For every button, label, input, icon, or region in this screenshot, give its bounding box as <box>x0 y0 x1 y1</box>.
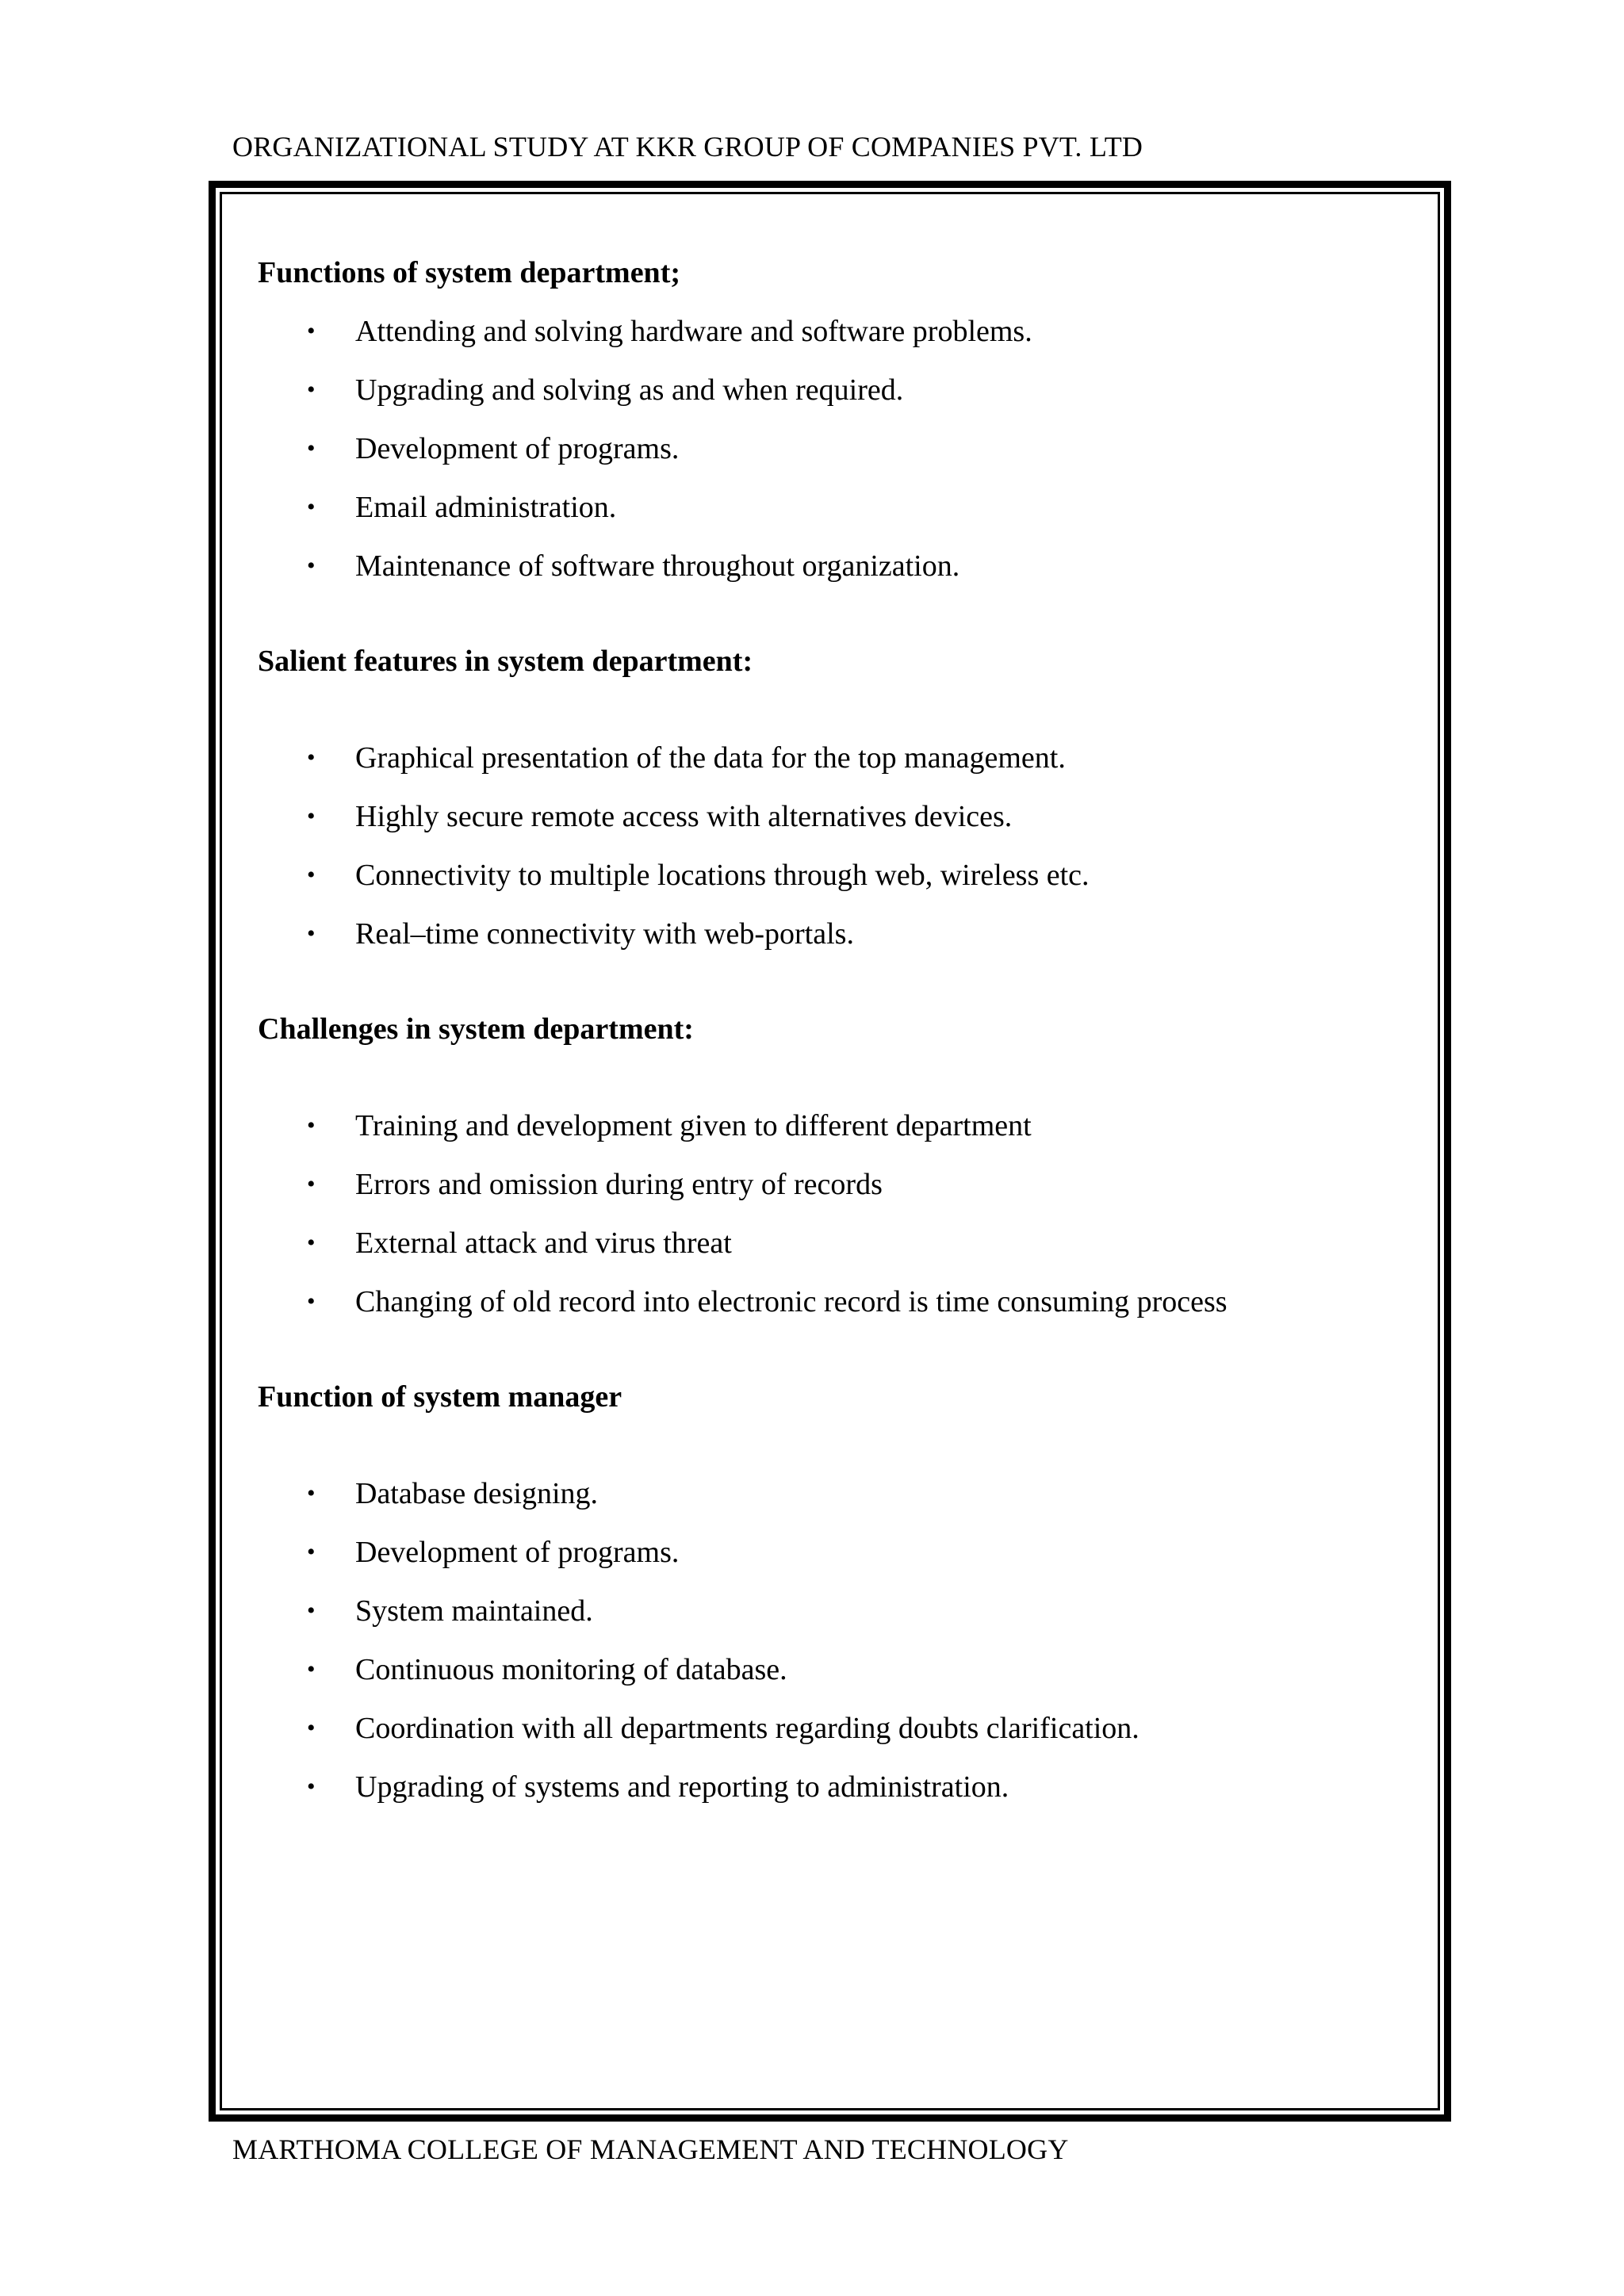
list-item <box>258 1283 1408 1341</box>
bullet-icon: • <box>307 862 316 888</box>
list-item-text: Coordination with all departments regarding doubts clarification. <box>355 1712 1139 1745</box>
list-item-text: Email administration. <box>355 491 617 524</box>
list-item <box>258 430 1408 488</box>
bullet-icon: • <box>307 1112 316 1138</box>
section-title: Challenges in system department: <box>258 1012 694 1046</box>
list-item-text: System maintained. <box>355 1594 593 1628</box>
bullet-icon: • <box>307 1715 316 1741</box>
list-item <box>258 1768 1408 1827</box>
list-item-text: Training and development given to different department <box>355 1109 1032 1142</box>
bullet-icon: • <box>307 803 316 829</box>
list-item <box>258 915 1408 974</box>
bullet-icon: • <box>307 1171 316 1197</box>
list-item-text: Development of programs. <box>355 1536 680 1569</box>
bullet-icon: • <box>307 1480 316 1506</box>
list-item-text: Upgrading of systems and reporting to administration. <box>355 1770 1009 1804</box>
bullet-icon: • <box>307 920 316 947</box>
list-item-text: External attack and virus threat <box>355 1226 732 1260</box>
list-item-text: Errors and omission during entry of records <box>355 1168 883 1201</box>
running-header: ORGANIZATIONAL STUDY AT KKR GROUP OF COMPANIES PVT. LTD <box>232 131 1143 163</box>
bullet-icon: • <box>307 1774 316 1800</box>
list-item <box>258 371 1408 430</box>
list-item <box>258 1165 1408 1224</box>
list-item-text: Real–time connectivity with web-portals. <box>355 917 854 951</box>
list-item-text: Highly secure remote access with alternatives devices. <box>355 800 1013 833</box>
section-functions-of-system-department <box>258 254 1408 606</box>
list-item-text: Upgrading and solving as and when required. <box>355 373 904 407</box>
list-item <box>258 1107 1408 1165</box>
bullet-list <box>258 1475 1408 1827</box>
list-item-text: Development of programs. <box>355 432 680 465</box>
bullet-icon: • <box>307 1230 316 1256</box>
list-item-text: Changing of old record into electronic record is time consuming process <box>355 1285 1228 1318</box>
bullet-icon: • <box>307 318 316 344</box>
list-item <box>258 739 1408 798</box>
list-item-text: Connectivity to multiple locations through web, wireless etc. <box>355 859 1090 892</box>
list-item <box>258 856 1408 915</box>
list-item-text: Attending and solving hardware and software problems. <box>355 315 1032 348</box>
section-title: Salient features in system department: <box>258 645 753 678</box>
section-challenges <box>258 1010 1408 1341</box>
list-item <box>258 312 1408 371</box>
section-salient-features <box>258 642 1408 974</box>
list-item <box>258 1224 1408 1283</box>
list-item <box>258 1709 1408 1768</box>
list-item-text: Continuous monitoring of database. <box>355 1653 787 1686</box>
bullet-list <box>258 1107 1408 1341</box>
bullet-icon: • <box>307 435 316 461</box>
list-item <box>258 1533 1408 1592</box>
list-item-text: Database designing. <box>355 1477 599 1510</box>
page-content <box>258 254 1408 1827</box>
list-item-text: Maintenance of software throughout organization. <box>355 549 960 583</box>
list-item <box>258 547 1408 606</box>
bullet-icon: • <box>307 1656 316 1682</box>
bullet-list <box>258 312 1408 606</box>
bullet-icon: • <box>307 744 316 771</box>
list-item <box>258 488 1408 547</box>
bullet-icon: • <box>307 1539 316 1565</box>
list-item <box>258 1475 1408 1533</box>
bullet-icon: • <box>307 377 316 403</box>
running-footer: MARTHOMA COLLEGE OF MANAGEMENT AND TECHNOLOGY <box>232 2133 1069 2165</box>
bullet-list <box>258 739 1408 974</box>
list-item-text: Graphical presentation of the data for the top management. <box>355 741 1066 775</box>
list-item <box>258 1651 1408 1709</box>
bullet-icon: • <box>307 494 316 520</box>
bullet-icon: • <box>307 1288 316 1314</box>
bullet-icon: • <box>307 553 316 579</box>
section-function-of-system-manager <box>258 1378 1408 1827</box>
list-item <box>258 798 1408 856</box>
bullet-icon: • <box>307 1598 316 1624</box>
section-title: Functions of system department; <box>258 256 681 289</box>
list-item <box>258 1592 1408 1651</box>
section-title: Function of system manager <box>258 1380 622 1414</box>
